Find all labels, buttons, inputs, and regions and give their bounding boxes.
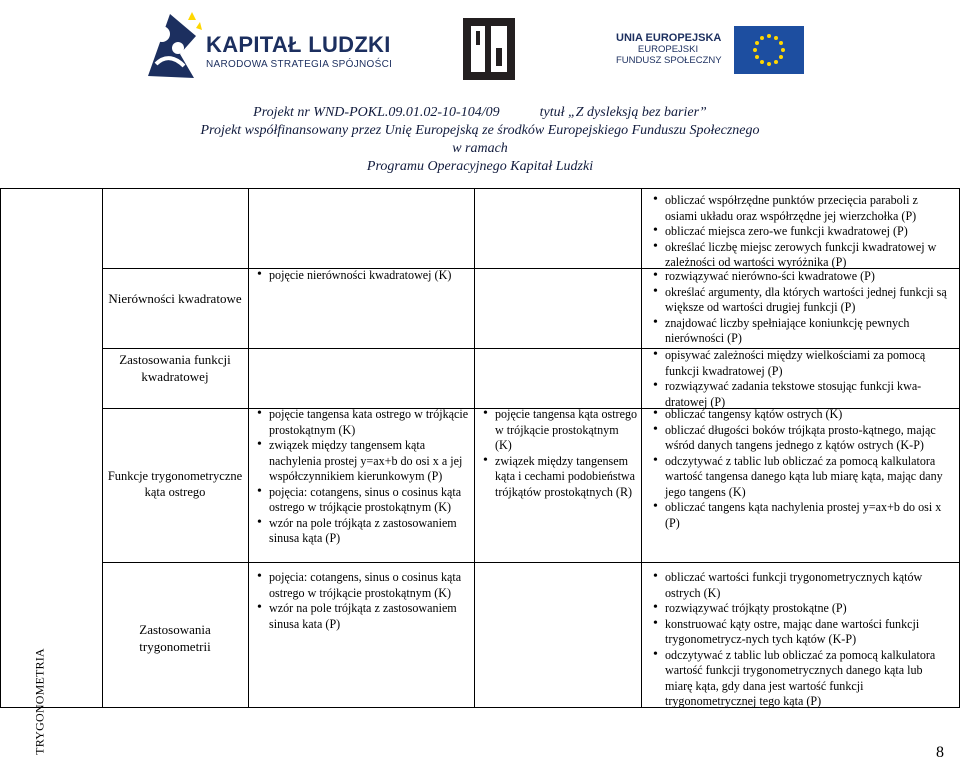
col-divider-1: [102, 188, 103, 708]
table-row-1-skills: [652, 269, 952, 347]
project-header-line-2: Projekt współfinansowany przez Unię Europejską ze środków Europejskiego Funduszu Społecznego: [200, 123, 760, 138]
list-item: • opisywać zależności między wielkościami za pomocą funkcji kwadratowej (P): [652, 348, 952, 379]
table-row-4-basic: [256, 570, 470, 632]
list-item: • obliczać miejsca zero-we funkcji kwadratowej (P): [652, 224, 952, 240]
table-row-2-skills: [652, 348, 952, 410]
page-number: 8: [936, 744, 944, 761]
section-label: TRYGONOMETRIA: [32, 648, 47, 755]
curriculum-table: [0, 188, 960, 755]
table-row-3-extended: [482, 407, 638, 500]
kapital-ludzki-logo: [140, 6, 400, 90]
list-item: • pojęcie tangensa kąta ostrego w trójkącie prostokątnym (K): [482, 407, 638, 454]
kapital-ludzki-emblem-icon: [140, 6, 204, 90]
list-item: • wzór na pole trójkąta z zastosowaniem sinusa kata (P): [256, 601, 470, 632]
project-header-line-1: [0, 104, 960, 122]
eu-subtitle-2: FUNDUSZ SPOŁECZNY: [616, 55, 722, 66]
list-item: • określać argumenty, dla których wartości jednej funkcji są większe od wartości drugiej funkcji (P): [652, 285, 952, 316]
project-number: Projekt nr WND-POKL.09.01.02-10-104/09: [253, 105, 500, 120]
list-item: • pojęcia: cotangens, sinus o cosinus kąta ostrego w trójkącie prostokątnym (K): [256, 485, 470, 516]
list-item: • pojęcie nierówności kwadratowej (K): [256, 268, 470, 284]
table-row-4-topic: Zastosowania trygonometrii: [139, 622, 211, 654]
row-divider-4: [102, 562, 960, 563]
list-item: • konstruować kąty ostre, mając dane wartości funkcji trygonometrycz-nych tych kątów (K-P): [652, 617, 952, 648]
project-title: tytuł „Z dysleksją bez barier”: [539, 105, 707, 120]
table-border-left: [0, 188, 1, 708]
table-row-3-topic: Funkcje trygonometryczne kąta ostrego: [107, 469, 243, 499]
eu-subtitle-1: EUROPEJSKI: [637, 44, 699, 55]
table-row-4-skills: [652, 570, 952, 710]
list-item: • związek między tangensem kąta i cechami podobieństwa trójkątów prostokątnych (R): [482, 454, 638, 501]
project-header: [0, 104, 960, 176]
list-item: • związek między tangensem kąta nachylenia prostej y=ax+b do osi x a jej współczynnikiem kierunkowym (P): [256, 438, 470, 485]
list-item: • rozwiązywać zadania tekstowe stosując funkcji kwa-dratowej (P): [652, 379, 952, 410]
table-row-0-skills: [652, 193, 952, 271]
col-divider-2: [248, 188, 249, 708]
eu-title: UNIA EUROPEJSKA: [616, 32, 722, 44]
list-item: • pojęcie tangensa kata ostrego w trójkącie prostokątnym (K): [256, 407, 470, 438]
list-item: • obliczać długości boków trójkąta prosto-kątnego, mając wśród danych tangens jednego z kątów ostrych (K-P): [652, 423, 952, 454]
eu-flag-icon: [734, 26, 804, 74]
list-item: • pojęcia: cotangens, sinus o cosinus kąta ostrego w trójkącie prostokątnym (K): [256, 570, 470, 601]
list-item: • obliczać współrzędne punktów przecięcia paraboli z osiami układu oraz współrzędne jej wierzchołka (P): [652, 193, 952, 224]
eu-logo: [600, 14, 820, 94]
list-item: • obliczać tangensy kątów ostrych (K): [652, 407, 952, 423]
list-item: • znajdować liczby spełniające koniunkcję pewnych nierówności (P): [652, 316, 952, 347]
list-item: • rozwiązywać trójkąty prostokątne (P): [652, 601, 952, 617]
list-item: • odczytywać z tablic lub obliczać za pomocą kalkulatora wartość funkcji trygonometrycznych danego kąta lub miarę kąta, gdy dana jest wartość funkcji trygonometrycznej tego kąta (P): [652, 648, 952, 710]
table-row-1-basic: [256, 268, 470, 284]
table-row-3-skills: [652, 407, 952, 531]
list-item: • odczytywać z tablic lub obliczać za pomocą kalkulatora wartość tangensa danego kąta lub miarę kąta, mając dany jego tangens (K): [652, 454, 952, 501]
kapital-ludzki-subtitle: NARODOWA STRATEGIA SPÓJNOŚCI: [206, 59, 393, 70]
project-header-line-4: Programu Operacyjnego Kapitał Ludzki: [366, 159, 594, 174]
pd-logo-icon: [463, 18, 515, 80]
kapital-ludzki-title: KAPITAŁ LUDZKI: [206, 32, 391, 57]
table-border-top: [0, 188, 960, 189]
col-divider-3: [474, 188, 475, 708]
table-row-1-topic: Nierówności kwadratowe: [108, 291, 242, 306]
logo-banner: [0, 0, 960, 100]
table-row-2-topic: Zastosowania funkcji kwadratowej: [119, 352, 231, 384]
pd-logo: [463, 18, 515, 85]
list-item: • określać liczbę miejsc zerowych funkcji kwadratowej w zależności od wartości wyróżnika (P): [652, 240, 952, 271]
col-divider-4: [641, 188, 642, 708]
list-item: • obliczać tangens kąta nachylenia prostej y=ax+b do osi x (P): [652, 500, 952, 531]
list-item: • wzór na pole trójkąta z zastosowaniem sinusa kąta (P): [256, 516, 470, 547]
list-item: • rozwiązywać nierówno-ści kwadratowe (P): [652, 269, 952, 285]
project-header-line-3: w ramach: [452, 141, 508, 156]
table-row-3-basic: [256, 407, 470, 547]
list-item: • obliczać wartości funkcji trygonometrycznych kątów ostrych (K): [652, 570, 952, 601]
